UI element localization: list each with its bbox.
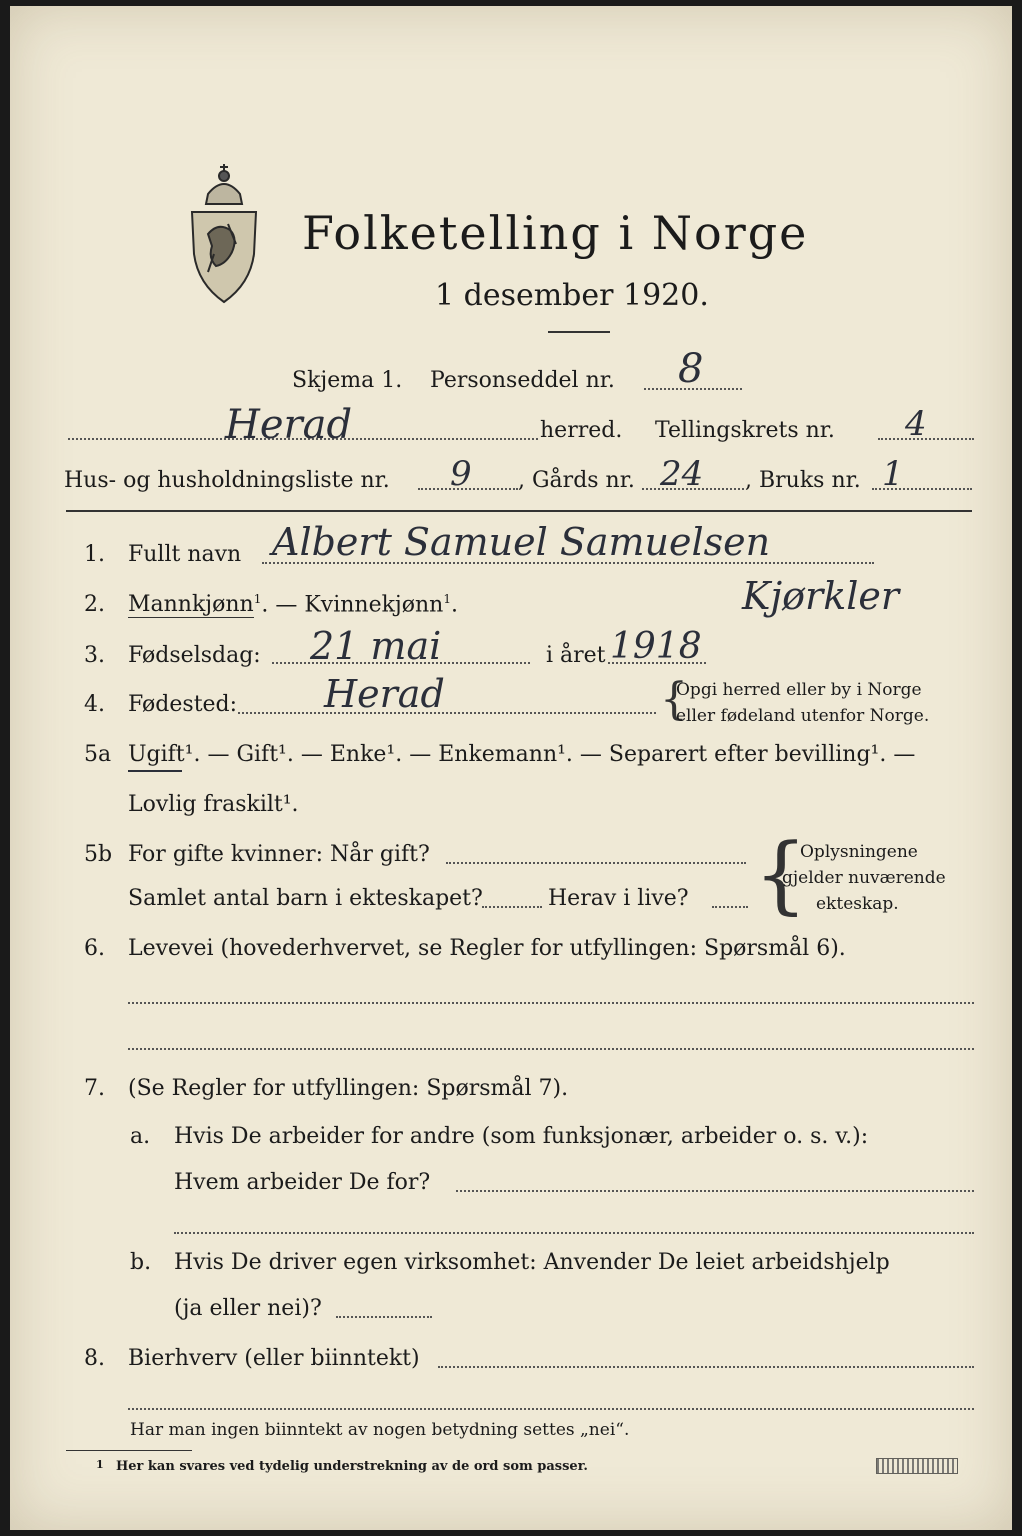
title-divider xyxy=(548,331,610,333)
q4-note-line2: eller fødeland utenfor Norge. xyxy=(676,706,930,726)
q6-line2 xyxy=(128,1048,974,1050)
bruks-label: , Bruks nr. xyxy=(745,468,861,493)
q3-label: Fødselsdag: xyxy=(128,643,261,668)
q4-label: Fødested: xyxy=(128,692,238,717)
q7-number: 7. xyxy=(84,1076,105,1101)
q5b-note2: gjelder nuværende xyxy=(782,868,946,888)
q7b-letter: b. xyxy=(130,1250,152,1275)
q5b-line2b-dots xyxy=(712,906,748,908)
hus-value: 9 xyxy=(450,454,472,494)
herred-label: herred. xyxy=(540,418,623,443)
q1-label: Fullt navn xyxy=(128,542,242,567)
notice-text: Har man ingen biinntekt av nogen betydning settes „nei“. xyxy=(130,1420,630,1440)
tellingskrets-value: 4 xyxy=(905,404,927,444)
q5a-line2: Lovlig fraskilt¹. xyxy=(128,792,299,817)
skjema-label: Skjema 1. xyxy=(292,368,403,393)
q7b-line2: (ja eller nei)? xyxy=(174,1296,322,1321)
printer-stamp-icon xyxy=(876,1458,958,1474)
q7-label: (Se Regler for utfyllingen: Spørsmål 7). xyxy=(128,1076,569,1101)
q2-rest: . — Kvinnekjønn xyxy=(261,592,444,618)
q5a-ugift-underline xyxy=(128,770,182,772)
q7a-line2: Hvem arbeider De for? xyxy=(174,1170,431,1195)
q2-sup1: 1 xyxy=(253,592,262,606)
q8-line1 xyxy=(438,1366,974,1368)
q5a-line1: Ugift¹. — Gift¹. — Enke¹. — Enkemann¹. — Separert efter bevilling¹. — xyxy=(128,742,916,767)
q5b-note3: ekteskap. xyxy=(816,894,899,914)
q2-sup2: 1 xyxy=(443,592,451,606)
q5b-brace: { xyxy=(754,825,808,923)
q8-label: Bierhverv (eller biinntekt) xyxy=(128,1346,420,1371)
q7a-letter: a. xyxy=(130,1124,151,1149)
header-divider xyxy=(66,510,972,512)
q3-year-value: 1918 xyxy=(610,626,702,667)
gards-label: , Gårds nr. xyxy=(518,468,635,493)
footnote-mark: 1 xyxy=(96,1458,104,1471)
q2-text xyxy=(128,592,458,617)
q2-end: . xyxy=(450,592,458,618)
norwegian-coat-of-arms-icon xyxy=(178,154,270,314)
hus-label: Hus- og husholdningsliste nr. xyxy=(64,468,390,493)
q5b-line2a-dots xyxy=(482,906,542,908)
q4-brace: { xyxy=(660,674,688,725)
q6-line1 xyxy=(128,1002,974,1004)
q6-number: 6. xyxy=(84,936,105,961)
gards-value: 24 xyxy=(660,454,704,494)
q5b-line1: For gifte kvinner: Når gift? xyxy=(128,842,430,867)
tellingskrets-label: Tellingskrets nr. xyxy=(655,418,835,443)
q5b-line2b: Herav i live? xyxy=(548,886,689,911)
q7a-line1: Hvis De arbeider for andre (som funksjonær, arbeider o. s. v.): xyxy=(174,1124,869,1149)
q5a-number: 5a xyxy=(84,742,112,767)
q3-number: 3. xyxy=(84,643,105,668)
q4-number: 4. xyxy=(84,692,105,717)
q4-note-line1: Opgi herred eller by i Norge xyxy=(676,680,922,700)
q6-label: Levevei (hovederhvervet, se Regler for utfyllingen: Spørsmål 6). xyxy=(128,936,846,961)
q2-number: 2. xyxy=(84,592,105,617)
q5b-number: 5b xyxy=(84,842,113,867)
q3-year-label: i året xyxy=(546,643,606,668)
census-form xyxy=(10,6,1012,1530)
q7b-line1: Hvis De driver egen virksomhet: Anvender De leiet arbeidshjelp xyxy=(174,1250,890,1275)
personseddel-value: 8 xyxy=(678,346,704,392)
q5b-line2a: Samlet antal barn i ekteskapet? xyxy=(128,886,483,911)
q1-value: Albert Samuel Samuelsen xyxy=(272,520,771,564)
personseddel-label: Personseddel nr. xyxy=(430,368,615,393)
q7a-line3-dots xyxy=(174,1232,974,1234)
footnote-divider xyxy=(66,1450,192,1451)
q1-number: 1. xyxy=(84,542,105,567)
q5b-line1-dots xyxy=(446,862,746,864)
herred-value: Herad xyxy=(225,402,353,448)
form-title: Folketelling i Norge xyxy=(302,206,809,260)
q8-line2 xyxy=(128,1408,974,1410)
q7b-line2-dots xyxy=(336,1316,432,1318)
q8-number: 8. xyxy=(84,1346,105,1371)
q1-surname-value: Kjørkler xyxy=(742,574,900,618)
form-date: 1 desember 1920. xyxy=(435,278,709,313)
q4-value: Herad xyxy=(324,672,445,716)
bruks-value: 1 xyxy=(882,454,904,494)
q5b-note1: Oplysningene xyxy=(800,842,918,862)
q3-value: 21 mai xyxy=(310,624,442,668)
footnote-text: Her kan svares ved tydelig understrekning av de ord som passer. xyxy=(116,1459,588,1474)
q7a-line2-dots xyxy=(456,1190,974,1192)
q4-line xyxy=(238,712,656,714)
q2-mannkjonn: Mannkjønn xyxy=(128,592,254,618)
